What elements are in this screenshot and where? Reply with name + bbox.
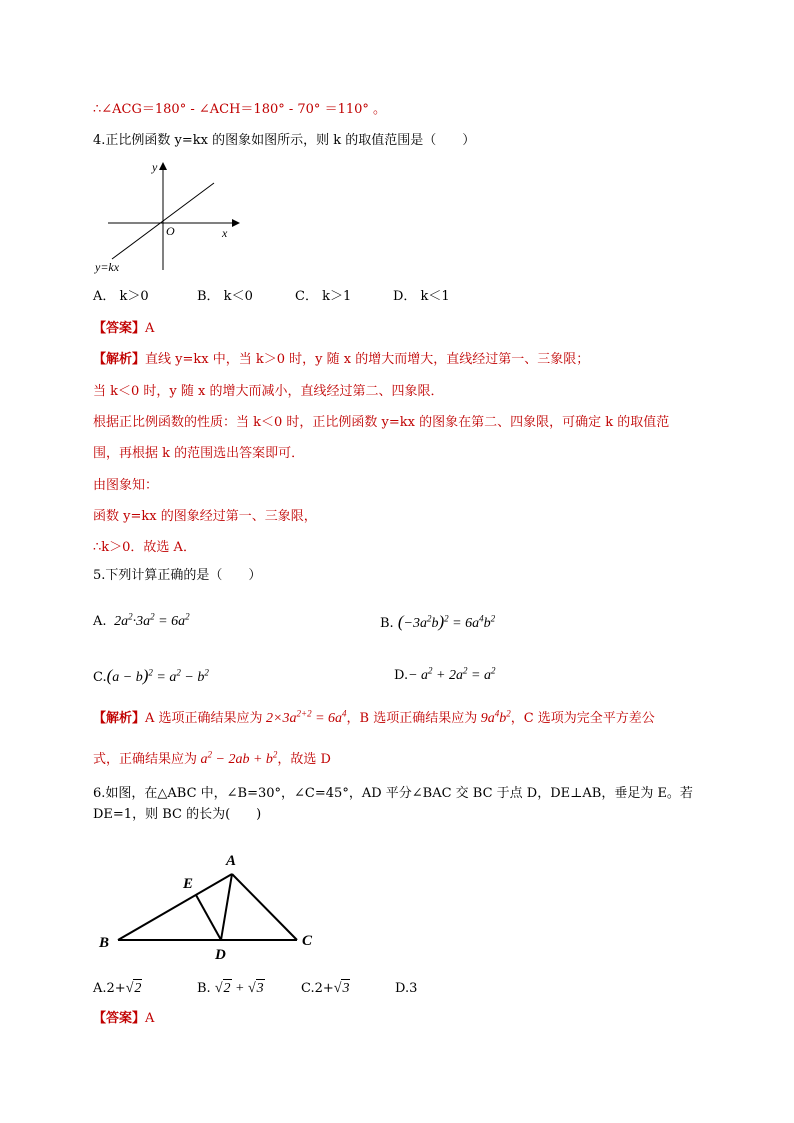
q6-triangle-figure: [95, 848, 335, 978]
q6-label-d: D: [215, 947, 226, 963]
q5-explain-b: ，B 选项正确结果应为: [346, 711, 478, 726]
answer-tag: 【答案】: [93, 1011, 146, 1026]
q5-option-b-label: B.: [380, 616, 394, 631]
question-5: 5.下列计算正确的是（ ）: [93, 568, 262, 583]
q5-option-a: [93, 612, 190, 632]
q4-options: [93, 288, 450, 306]
q5-option-d-expr: − $a^2 + 2a^2 = a^2$: [408, 665, 496, 683]
q6-label-b: B: [99, 935, 110, 951]
q4-answer: [93, 320, 154, 338]
q5-explain-e: ，故选 D: [277, 752, 331, 767]
q6-label-a: A: [226, 853, 237, 869]
q5-explain-expr-1: $2\times 3a^{2+2} = 6a^4$: [262, 708, 347, 726]
q5-option-d: [394, 666, 495, 686]
q4-explain-6: 函数 y=kx 的图象经过第一、三象限，: [93, 509, 317, 524]
answer-value: A: [145, 1011, 155, 1026]
q5-option-b-expr: $(-3a^2b)^2 = 6a^4b^2$: [397, 612, 496, 631]
q6-option-c: C.2+√3: [301, 981, 350, 996]
q4-explain-3: 根据正比例函数的性质：当 k＜0 时，正比例函数 y=kx 的图象在第二、四象限，可确定 k 的取值范: [93, 415, 670, 430]
q4-graph: [92, 158, 252, 276]
q4-option-a: A． k＞0: [93, 289, 149, 304]
q6-options: [93, 979, 417, 998]
answer-value: A: [145, 321, 155, 336]
q4-option-b: B． k＜0: [197, 289, 253, 304]
answer-tag: 【答案】: [93, 321, 146, 336]
q5-option-b: [380, 612, 495, 634]
q5-explain-1: [93, 710, 655, 728]
q5-explain-2: [93, 751, 331, 769]
q5-explain-expr-2: $9a^4b^2$: [477, 708, 511, 726]
q6-option-b: B. √2 + √3: [197, 981, 264, 996]
q4-line-label: y=kx: [95, 260, 120, 274]
q4-explain-7: ∴k＞0．故选 A．: [93, 540, 196, 555]
q4-axis-x-label: x: [222, 226, 228, 240]
prev-solution-line: ∴∠ACG＝180° - ∠ACH＝180° - 70° ＝110° 。: [93, 102, 387, 117]
q4-option-d: D． k＜1: [393, 289, 450, 304]
q4-axis-y-label: y: [152, 160, 158, 174]
q5-option-c: [93, 666, 209, 688]
q4-explain-1: [93, 351, 589, 369]
question-6-line-1: 6.如图，在△ABC 中，∠B=30°，∠C=45°，AD 平分∠BAC 交 BC 于点 D，DE⊥AB，垂足为 E。若: [93, 786, 693, 801]
q4-option-c: C． k＞1: [295, 289, 352, 304]
q6-label-c: C: [302, 933, 313, 949]
q4-origin-label: O: [166, 224, 175, 238]
q6-option-a: A.2+√2: [93, 981, 142, 996]
q5-option-a-expr: $2a^2\cdot 3a^2 = 6a^2$: [110, 611, 190, 629]
q5-option-d-label: D.: [394, 668, 409, 683]
q6-label-e: E: [183, 876, 194, 892]
q5-explain-c: ，C 选项为完全平方差公: [510, 711, 655, 726]
q5-explain-tag: 【解析】: [93, 711, 146, 726]
q5-option-c-expr: $(a - b)^2 = a^2 - b^2$: [106, 666, 209, 685]
q6-option-d: D.3: [395, 981, 418, 996]
q6-answer: [93, 1010, 154, 1028]
q4-explain-5: 由图象知：: [93, 478, 159, 493]
question-6-line-2: DE=1，则 BC 的长为( ): [93, 807, 262, 822]
question-4: 4.正比例函数 y=kx 的图象如图所示，则 k 的取值范围是（ ）: [93, 133, 476, 148]
q5-option-a-label: A.: [93, 614, 107, 629]
q5-explain-expr-3: $a^2 - 2ab + b^2$: [200, 749, 278, 767]
q5-option-c-label: C.: [93, 670, 107, 685]
q4-explain-4: 围，再根据 k 的范围选出答案即可．: [93, 446, 305, 461]
q5-explain-d: 式，正确结果应为: [93, 752, 198, 767]
explain-tag: 【解析】: [93, 352, 146, 367]
q5-explain-a: A 选项正确结果应为: [145, 711, 263, 726]
q4-explain-2: 当 k＜0 时，y 随 x 的增大而减小，直线经过第二、四象限．: [93, 384, 444, 399]
explain-text-1: 直线 y=kx 中，当 k＞0 时，y 随 x 的增大而增大，直线经过第一、三象限；: [145, 352, 590, 367]
